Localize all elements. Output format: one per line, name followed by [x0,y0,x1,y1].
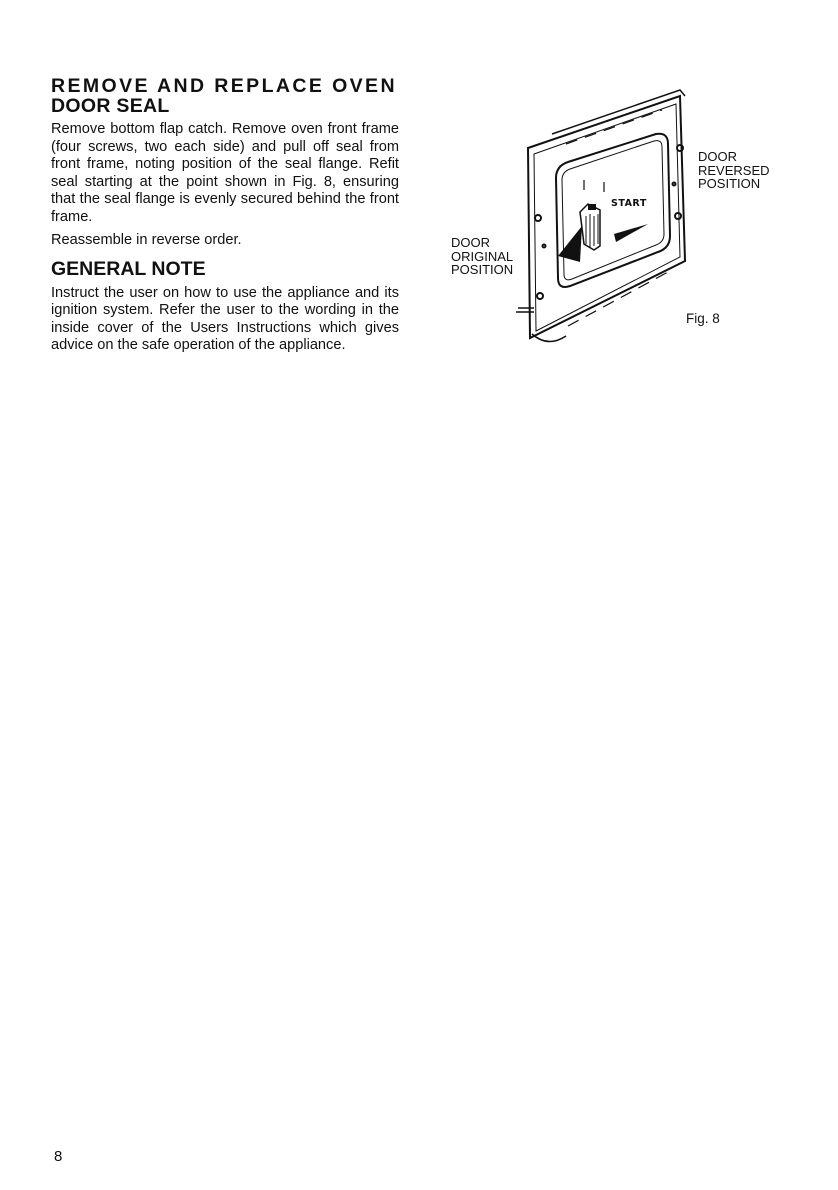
page-number: 8 [54,1148,63,1165]
label-door-original [451,236,513,277]
label-reversed-line2: REVERSED [698,162,770,178]
start-arrow-wedge [614,224,648,242]
label-reversed-line1: DOOR [698,149,737,164]
start-label: START [611,198,647,209]
text-column [51,76,399,355]
section-heading-general-note: GENERAL NOTE [51,257,206,280]
general-note-paragraph: Instruct the user on how to use the appliance and its ignition system. Refer the user to the wording in the inside cover of the Users Instructions which gives advice on the safe operation of the appliance. [51,284,399,353]
label-door-reversed [698,150,770,191]
label-original-line2: ORIGINAL [451,248,514,264]
section-heading-remove-replace [51,76,399,116]
front-frame-outline [528,96,685,338]
left-arrow-wedge [558,226,582,262]
label-original-line3: POSITION [451,262,514,277]
window-opening [556,134,670,287]
heading-line-1: REMOVE AND REPLACE OVEN [51,75,397,97]
label-reversed-line3: POSITION [698,176,761,191]
label-original-line1: DOOR [451,235,490,250]
reassemble-paragraph: Reassemble in reverse order. [51,232,242,248]
heading-line-2: DOOR SEAL [51,95,170,117]
instructions-paragraph: Remove bottom flap catch. Remove oven front frame (four screws, two each side) and pull off seal from front frame, noting position of the seal flange. Refit seal starting at the point shown in Fig. 8, ensuring that the seal flange is evenly secured behind the front frame. [51,121,399,225]
figure-caption: Fig. 8 [686,311,720,326]
figure-8 [448,86,770,356]
